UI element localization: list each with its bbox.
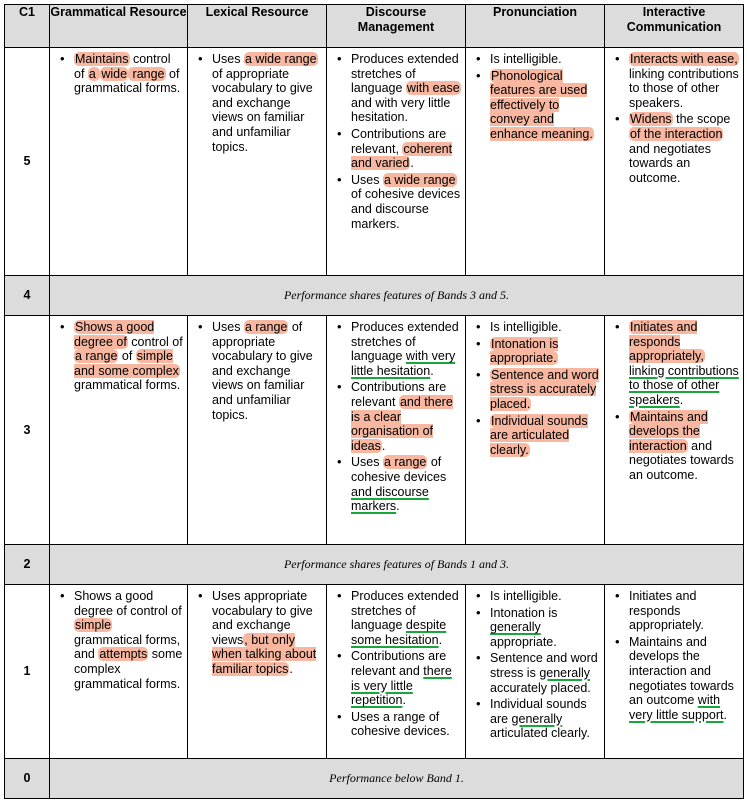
band-3-row (5, 316, 744, 545)
band-note: Performance shares features of Bands 1 and 3. (50, 545, 744, 585)
header-c1: C1 (5, 5, 50, 48)
interactive-cell (605, 585, 744, 759)
descriptor: • Phonological features are used effectively to convey and enhance meaning. (490, 69, 600, 142)
descriptor: • Uses a range of appropriate vocabulary to give and exchange views on familiar and unfamiliar topics. (212, 320, 322, 422)
band-note: Performance below Band 1. (50, 759, 744, 799)
band-note: Performance shares features of Bands 3 and 5. (50, 276, 744, 316)
descriptor: • Shows a good degree of control of a range of simple and some complex grammatical forms. (74, 320, 183, 393)
discourse-cell (327, 48, 466, 276)
grammar-cell (50, 585, 188, 759)
lexical-cell (188, 585, 327, 759)
lexical-cell (188, 316, 327, 545)
descriptor: • Shows a good degree of control of simple grammatical forms, and attempts some complex grammatical forms. (74, 589, 183, 691)
descriptor: • Initiates and responds appropriately, linking contributions to those of other speakers. (629, 320, 739, 408)
descriptor: • Is intelligible. (490, 320, 600, 335)
lexical-cell (188, 48, 327, 276)
descriptor: • Initiates and responds appropriately. (629, 589, 739, 633)
descriptor: • Intonation is appropriate. (490, 337, 600, 366)
header-row (5, 5, 744, 48)
descriptor: • Uses a range of cohesive devices. (351, 710, 461, 739)
pronunciation-cell (466, 316, 605, 545)
band-label: 1 (5, 585, 50, 759)
band-label: 2 (5, 545, 50, 585)
band-5-row (5, 48, 744, 276)
descriptor: • Uses a wide range of cohesive devices and discourse markers. (351, 173, 461, 231)
discourse-cell (327, 585, 466, 759)
assessment-rubric-table (4, 4, 744, 799)
descriptor: • Is intelligible. (490, 52, 600, 67)
band-label: 0 (5, 759, 50, 799)
header-pronunciation: Pronunciation (466, 5, 605, 48)
interactive-cell (605, 48, 744, 276)
descriptor: • Produces extended stretches of language with very little hesitation. (351, 320, 461, 378)
descriptor: • Sentence and word stress is generally accurately placed. (490, 651, 600, 695)
band-4-row (5, 276, 744, 316)
descriptor: • Contributions are relevant and there is a clear organisation of ideas. (351, 380, 461, 453)
header-grammatical-resource: Grammatical Resource (50, 5, 188, 48)
band-label: 4 (5, 276, 50, 316)
descriptor: • Maintains and develops the interaction and negotiates towards an outcome. (629, 410, 739, 483)
band-label: 5 (5, 48, 50, 276)
descriptor: • Is intelligible. (490, 589, 600, 604)
header-lexical-resource: Lexical Resource (188, 5, 327, 48)
descriptor: • Uses a wide range of appropriate vocabulary to give and exchange views on familiar and unfamiliar topics. (212, 52, 322, 154)
descriptor: • Sentence and word stress is accurately placed. (490, 368, 600, 412)
header-discourse-management: Discourse Management (327, 5, 466, 48)
band-label: 3 (5, 316, 50, 545)
pronunciation-cell (466, 48, 605, 276)
descriptor: • Contributions are relevant, coherent and varied. (351, 127, 461, 171)
band-1-row (5, 585, 744, 759)
descriptor: • Maintains and develops the interaction and negotiates towards an outcome with very little support. (629, 635, 739, 723)
descriptor: • Produces extended stretches of language despite some hesitation. (351, 589, 461, 647)
descriptor: • Widens the scope of the interaction and negotiates towards an outcome. (629, 112, 739, 185)
descriptor: • Uses a range of cohesive devices and discourse markers. (351, 455, 461, 513)
interactive-cell (605, 316, 744, 545)
pronunciation-cell (466, 585, 605, 759)
header-interactive-communication: Interactive Communication (605, 5, 744, 48)
grammar-cell (50, 316, 188, 545)
grammar-cell (50, 48, 188, 276)
descriptor: • Maintains control of a wide range of grammatical forms. (74, 52, 183, 96)
discourse-cell (327, 316, 466, 545)
descriptor: • Interacts with ease, linking contributions to those of other speakers. (629, 52, 739, 110)
descriptor: • Contributions are relevant and there is very little repetition. (351, 649, 461, 707)
descriptor: • Individual sounds are articulated clearly. (490, 414, 600, 458)
band-2-row (5, 545, 744, 585)
descriptor: • Intonation is generally appropriate. (490, 606, 600, 650)
descriptor: • Individual sounds are generally articulated clearly. (490, 697, 600, 741)
band-0-row (5, 759, 744, 799)
descriptor: • Produces extended stretches of language with ease and with very little hesitation. (351, 52, 461, 125)
descriptor: • Uses appropriate vocabulary to give and exchange views, but only when talking about familiar topics. (212, 589, 322, 677)
